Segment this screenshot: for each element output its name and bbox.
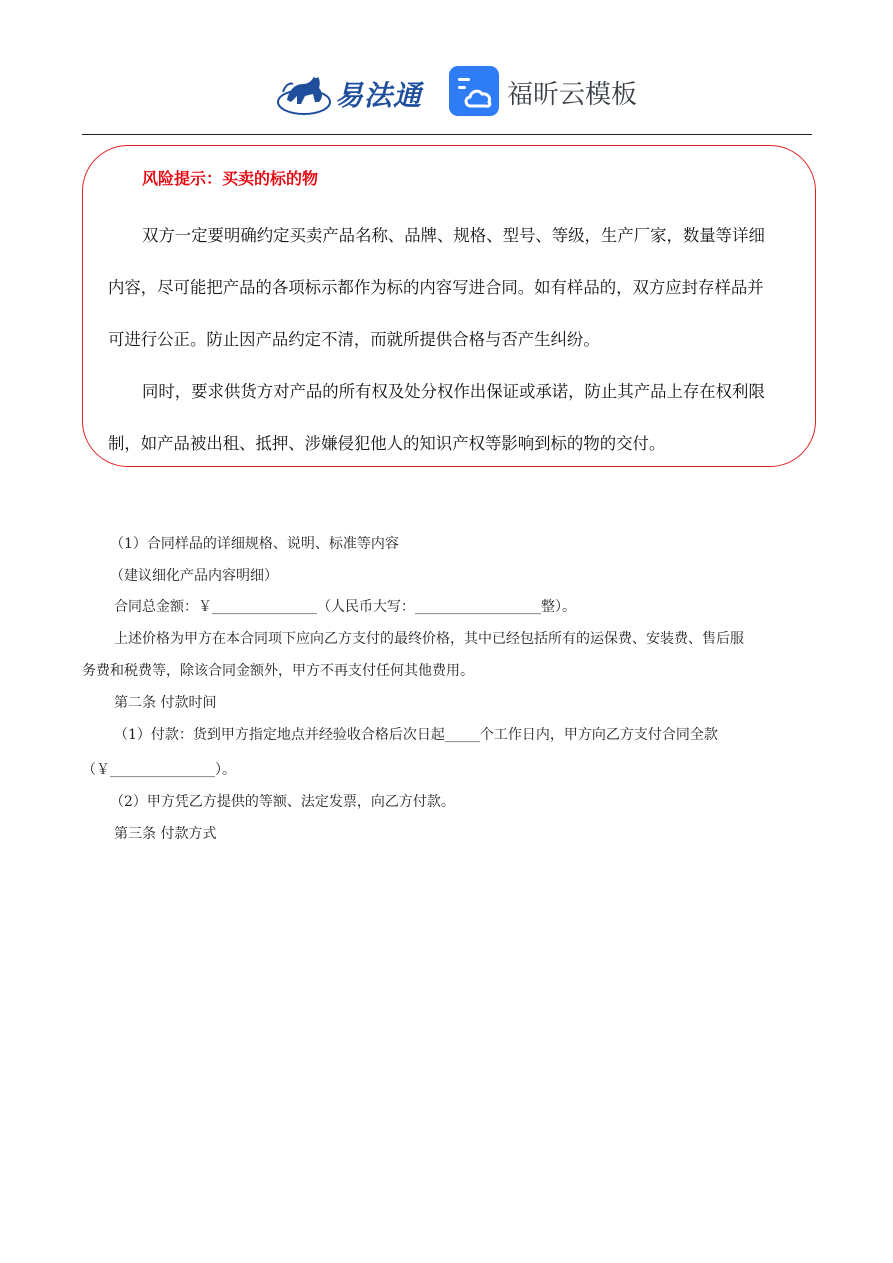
foxit-template-logo (449, 66, 659, 118)
risk-line: 双方一定要明确约定买卖产品名称、品牌、规格、型号、等级，生产厂家，数量等详细 (142, 226, 765, 245)
contract-line: 务费和税费等，除该合同金额外，甲方不再支付任何其他费用。 (82, 663, 474, 679)
contract-line: 上述价格为甲方在本合同项下应向乙方支付的最终价格，其中已经包括所有的运保费、安装费、售后服 (114, 631, 744, 647)
risk-line: 内容，尽可能把产品的各项标示都作为标的内容写进合同。如有样品的，双方应封存样品并 (108, 278, 764, 297)
foxit-brand-text: 福昕云模板 (507, 80, 638, 110)
risk-line: 同时，要求供货方对产品的所有权及处分权作出保证或承诺，防止其产品上存在权利限 (142, 382, 765, 401)
qilin-seal-icon (275, 62, 333, 120)
header-divider (82, 134, 812, 135)
contract-line: （建议细化产品内容明细） (110, 568, 278, 584)
contract-line: （￥_______________）。 (82, 762, 236, 778)
risk-warning-text (108, 210, 802, 470)
section-heading: 第二条 付款时间 (114, 695, 217, 711)
foxit-cloud-app-icon (449, 66, 499, 116)
risk-warning-title: 风险提示：买卖的标的物 (142, 169, 319, 188)
contract-line: （2）甲方凭乙方提供的等额、法定发票，向乙方付款。 (110, 794, 455, 810)
contract-line: （1）合同样品的详细规格、说明、标准等内容 (110, 536, 399, 552)
yifatong-logo (275, 62, 430, 120)
contract-line: 合同总金额：￥_______________（人民币大写：__________________整）。 (114, 599, 576, 615)
yifatong-brand-text: 易法通 (335, 79, 423, 112)
contract-line: （1）付款：货到甲方指定地点并经验收合格后次日起_____个工作日内，甲方向乙方支付合同全款 (114, 727, 718, 743)
section-heading: 第三条 付款方式 (114, 826, 217, 842)
risk-line: 可进行公正。防止因产品约定不清，而就所提供合格与否产生纠纷。 (108, 330, 600, 349)
risk-line: 制，如产品被出租、抵押、涉嫌侵犯他人的知识产权等影响到标的物的交付。 (108, 434, 666, 453)
page-header (0, 56, 893, 126)
